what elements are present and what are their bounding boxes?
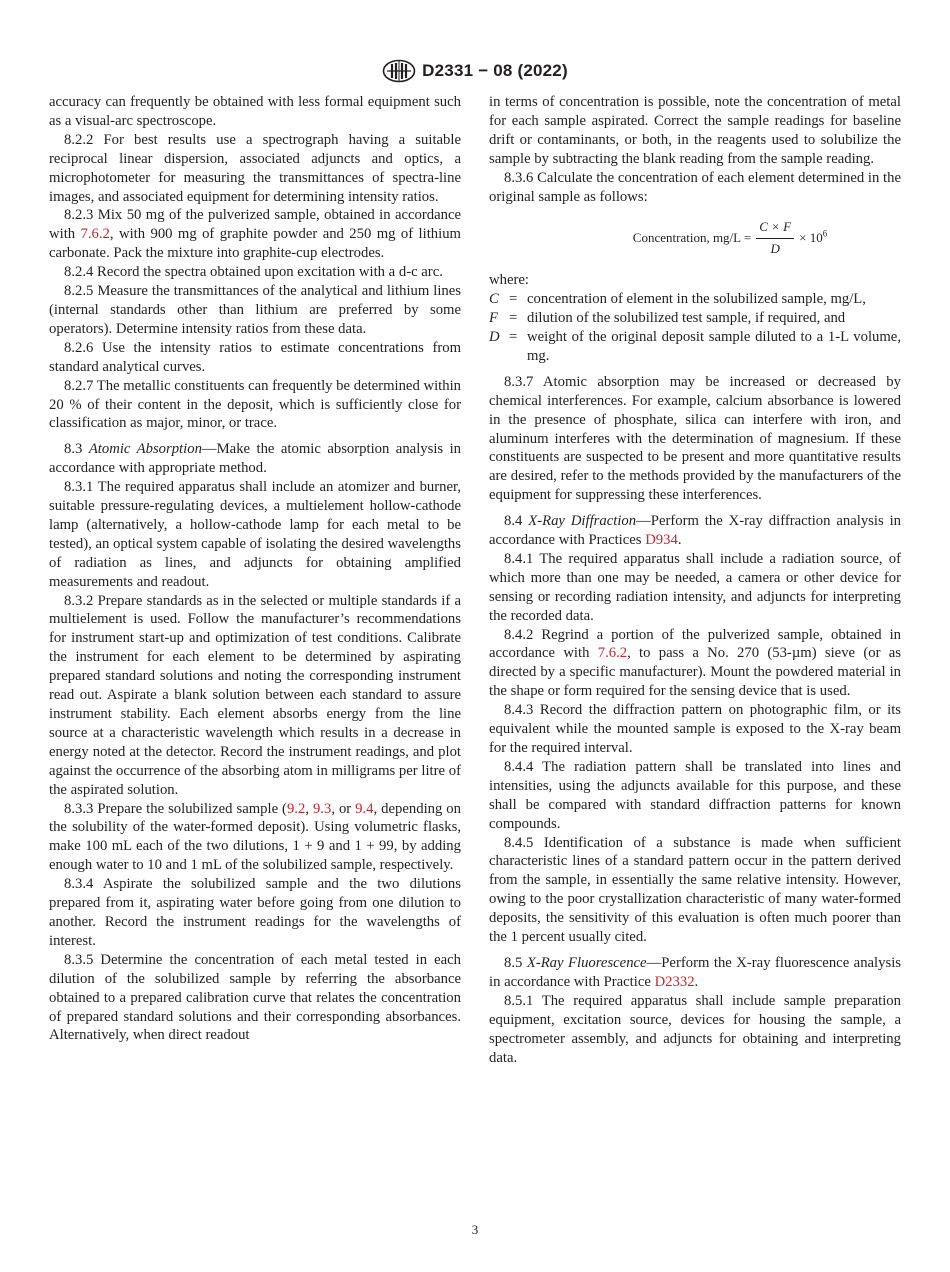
paragraph-8-2-7: 8.2.7 The metallic constituents can frequently be determined within 20 % of their content in the deposit, which is sufficiently close for classification as major, minor, or trace. <box>49 377 461 432</box>
formula-numerator: C × F <box>756 218 794 239</box>
paragraph-8-5-1: 8.5.1 The required apparatus shall include sample preparation equipment, excitation source, devices for housing the sample, a spectrometer assembly, and adjuncts for obtaining and interpreting data. <box>489 992 901 1066</box>
paragraph-8-4-1: 8.4.1 The required apparatus shall include a radiation source, of which more than one may be needed, a camera or other device for sensing or recording radiation intensity, and adjuncts for interpreting the recorded data. <box>489 550 901 624</box>
paragraph-8-4-3: 8.4.3 Record the diffraction pattern on photographic film, or its equivalent while the mounted sample is exposed to the X-ray beam for the required interval. <box>489 702 901 756</box>
formula-multiplier: × $10^6$ <box>799 229 828 246</box>
link-d934[interactable]: D934 <box>645 532 678 549</box>
paragraph-8-2-6: 8.2.6 Use the intensity ratios to estimate concentrations from standard analytical curves. <box>49 339 461 375</box>
paragraph-continuation: accuracy can frequently be obtained with less formal equipment such as a visual-arc spectroscope. <box>49 94 461 129</box>
paragraph-8-3-1: 8.3.1 The required apparatus shall include an atomizer and burner, suitable pressure-regulating devices, a multielement hollow-cathode lamp (alternatively, a hollow-cathode lamp for each metal to be tested), an optical system capable of isolating the desired wavelengths of radiation as lines, and adjuncts for obtaining amplified measurements and readout. <box>49 479 461 590</box>
paragraph-8-3-4: 8.3.4 Aspirate the solubilized sample and the two dilutions prepared from it, aspirating water before going from one dilution to another. Record the instrument readings for the wavelengths of interest. <box>49 876 461 949</box>
left-column <box>49 93 461 1045</box>
section-8-5-heading: 8.5 X-Ray Fluorescence—Perform the X-ray fluorescence analysis in accordance with Practice D2332. <box>489 954 901 990</box>
paragraph-8-3-6: 8.3.6 Calculate the concentration of each element determined in the original sample as follows: <box>489 169 901 205</box>
link-7-6-2[interactable]: 7.6.2 <box>80 226 110 243</box>
definition-c: C = concentration of element in the solubilized sample, mg/L, <box>489 291 866 308</box>
definition-d: D = weight of the original deposit sample diluted to a 1-L volume, mg. <box>489 328 901 364</box>
paragraph-8-3-5: 8.3.5 Determine the concentration of each metal tested in each dilution of the solubilized sample by referring the absorbance obtained to a prepared calibration curve that relates the concentration of prepared standard solutions and their corresponding absorbances. Alternatively, when direct readout <box>49 951 461 1044</box>
link-9-4[interactable]: 9.4 <box>355 800 374 817</box>
paragraph-8-2-4: 8.2.4 Record the spectra obtained upon excitation with a d-c arc. <box>64 264 443 281</box>
page-header <box>0 58 950 84</box>
link-d2332[interactable]: D2332 <box>654 973 695 990</box>
page-number: 3 <box>471 1222 479 1237</box>
astm-logo-icon <box>382 59 416 83</box>
paragraph-8-3-3: 8.3.3 Prepare the solubilized sample (9.2, 9.3, or 9.4, depending on the solubility of the water-formed deposit). Using volumetric flasks, make 100 mL each of the two dilutions, 1 + 9 and 1 + 99, by adding enough water to 10 and 1 mL of the solubilized sample, respectively. <box>49 800 461 874</box>
paragraph-8-2-5: 8.2.5 Measure the transmittances of the analytical and lithium lines (internal standards other than lithium are preferred by some operators). Determine intensity ratios from these data. <box>49 283 461 337</box>
paragraph-8-3-2: 8.3.2 Prepare standards as in the selected or multiple standards if a multielement is used. Follow the manufacturer’s recommendations for instrument start-up and optimization of test conditions. Calibrate the instrument for each element to be determined by aspirating prepared standard solutions and noting the corresponding instrument read out. Aspirate a blank solution between each standard to assure instrument stability. Each element absorbs energy from the line source at a characteristic wavelength which results in a decrease in energy noted at the detector. Record the instrument readings, and plot against the occurrence of the absorbing atom in milligrams per litre of the aspirated solution. <box>49 592 461 798</box>
paragraph-8-4-4: 8.4.4 The radiation pattern shall be translated into lines and intensities, using the adjuncts available for this purpose, and these shall be compared with standard diffraction patterns for known compounds. <box>489 758 901 832</box>
formula-denominator: D <box>770 241 780 257</box>
document-id: D2331 − 08 (2022) <box>422 61 568 80</box>
where-label: where: <box>489 272 529 289</box>
paragraph-8-4-2: 8.4.2 Regrind a portion of the pulverized sample, obtained in accordance with 7.6.2, to pass a No. 270 (53-µm) sieve (or as directed by a specific manufacturer). Mount the powdered material in the shape or form required for the sensing device that is used. <box>489 626 901 700</box>
concentration-formula <box>559 218 901 259</box>
formula-lhs: Concentration, mg/L = <box>632 230 752 246</box>
section-8-3-heading: 8.3 Atomic Absorption—Make the atomic absorption analysis in accordance with appropriate method. <box>49 441 462 477</box>
variable-definitions <box>489 290 901 366</box>
formula-fraction <box>756 218 794 259</box>
paragraph-8-2-3: 8.2.3 Mix 50 mg of the pulverized sample, obtained in accordance with 7.6.2, with 900 mg of graphite powder and 250 mg of lithium carbonate. Pack the mixture into graphite-cup electrodes. <box>49 207 461 262</box>
link-9-2[interactable]: 9.2 <box>286 800 306 817</box>
paragraph-8-4-5: 8.4.5 Identification of a substance is made when sufficient characteristic lines of a standard pattern occur in the pattern derived from the sample, in essentially the same relative intensity. However, owing to the poor crystallization characteristic of many water-formed deposits, the sensitivity of this evaluation is often much poorer than the 1 percent usually cited. <box>489 834 901 946</box>
paragraph-8-2-2: 8.2.2 For best results use a spectrograph having a suitable reciprocal linear dispersion, associated adjuncts and optics, a microphotometer for measuring the transmittances of spectra-line images, and associated equipment for determining intensity ratios. <box>49 131 461 205</box>
link-9-3[interactable]: 9.3 <box>312 800 332 817</box>
definition-f: F = dilution of the solubilized test sample, if required, and <box>489 310 846 327</box>
right-column <box>489 93 901 1067</box>
section-8-4-heading: 8.4 X-Ray Diffraction—Perform the X-ray diffraction analysis in accordance with Practices D934. <box>489 513 901 549</box>
link-7-6-2-right[interactable]: 7.6.2 <box>597 645 628 662</box>
paragraph-continuation-right: in terms of concentration is possible, note the concentration of metal for each sample aspirated. Correct the sample readings for baseline drift or contaminants, or both, in the reagents used to solubilize the sample by subtracting the blank reading from the sample reading. <box>489 94 901 167</box>
paragraph-8-3-7: 8.3.7 Atomic absorption may be increased or decreased by chemical interferences. For example, calcium absorbance is lowered in the presence of phosphate, silica can interfere with iron, and aluminum interferes with the determination of magnesium. If these constituents are suspected to be present and more quantitative results are desired, refer to the methods provided by the manufacturers of the equipment for suppressing these interferences. <box>489 373 901 504</box>
